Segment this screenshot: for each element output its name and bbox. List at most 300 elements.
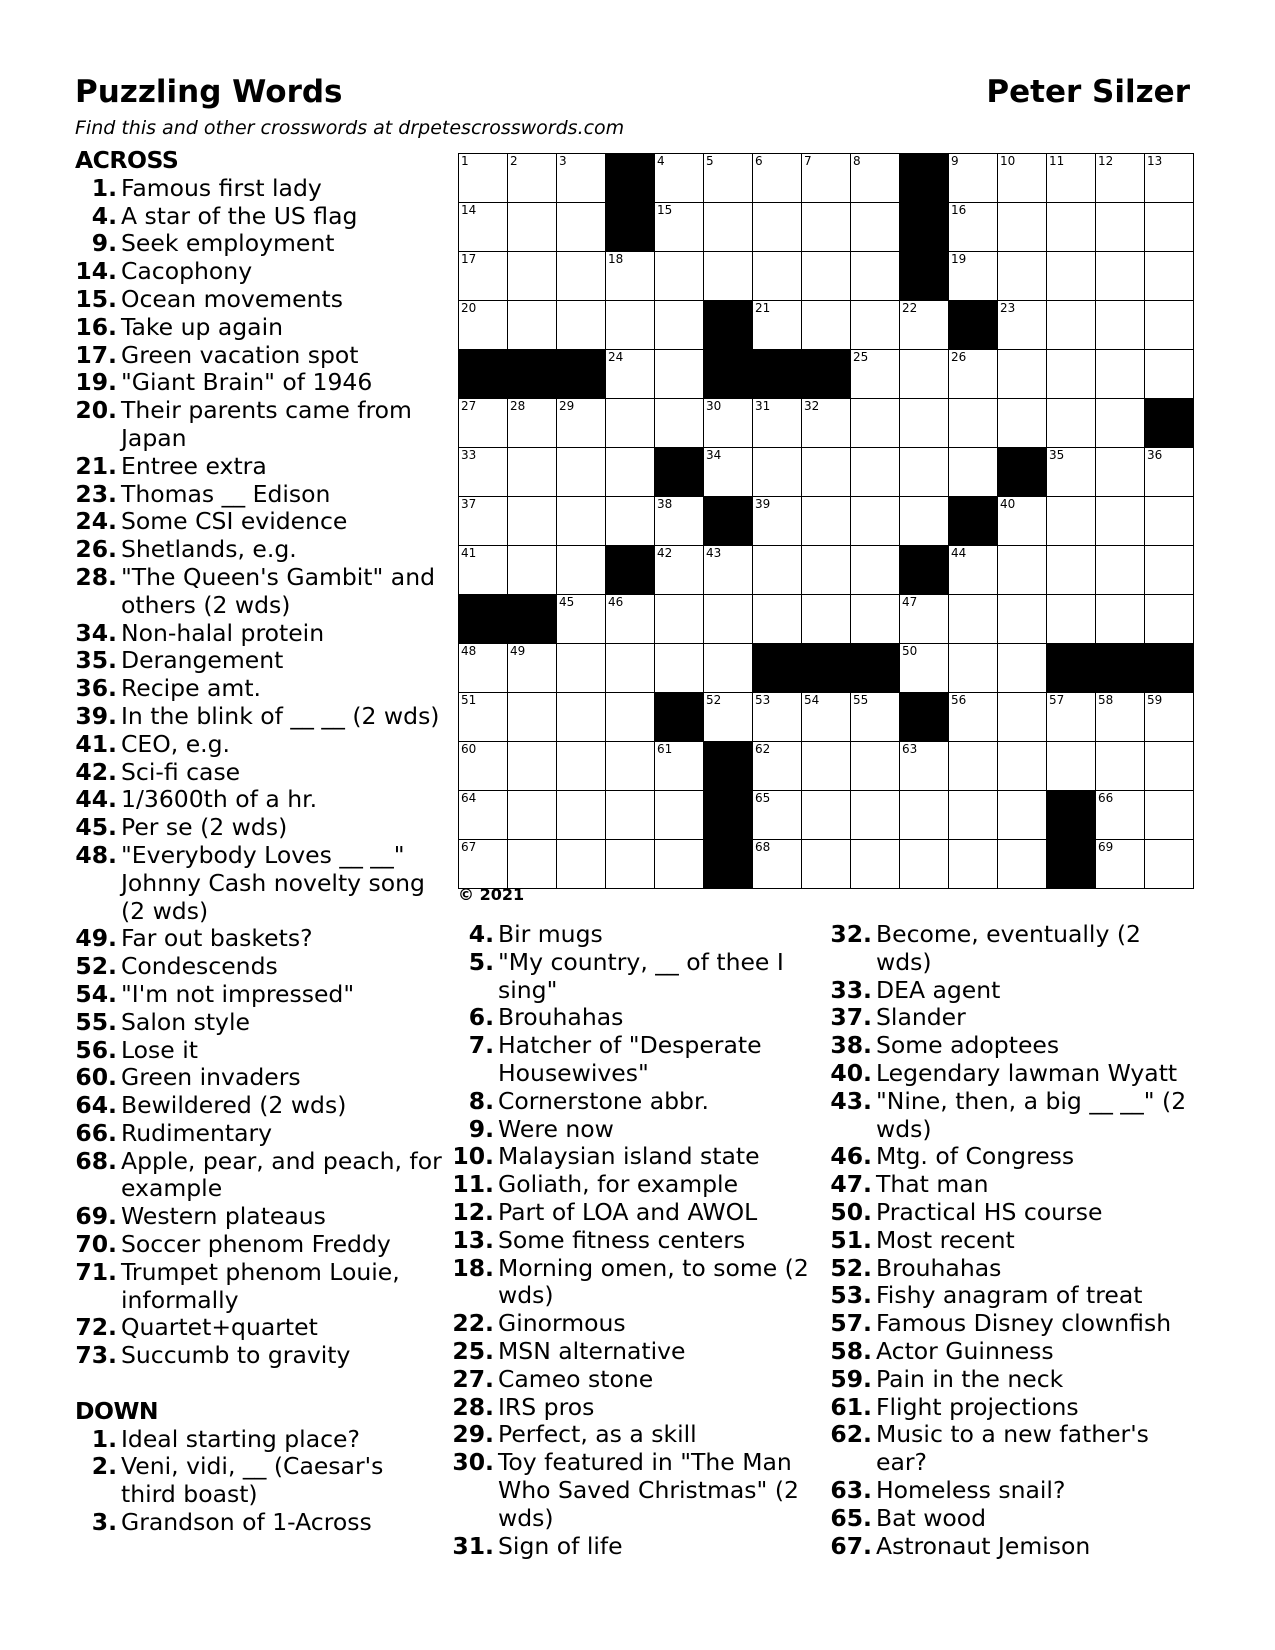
grid-cell: [557, 203, 606, 252]
black-square: [900, 546, 949, 595]
grid-cell: [508, 546, 557, 595]
grid-cell: [949, 350, 998, 399]
grid-cell: [753, 497, 802, 546]
clue-text: Veni, vidi, __ (Caesar's third boast): [121, 1452, 384, 1509]
clue: [75, 1453, 445, 1509]
grid-cell: [557, 595, 606, 644]
clue-number: 53.: [830, 1281, 872, 1310]
clue-number: 56.: [75, 1035, 117, 1064]
grid-cell: [1096, 693, 1145, 742]
grid-cell: [1145, 693, 1194, 742]
clue: [830, 1310, 1198, 1338]
clue-text: Music to a new father's ear?: [876, 1420, 1149, 1477]
clue: [75, 564, 445, 620]
clue-number: 28.: [75, 562, 117, 591]
clue: [75, 1314, 445, 1342]
cell-number: 31: [755, 399, 771, 413]
cell-number: 22: [902, 301, 918, 315]
clue: [75, 1092, 445, 1120]
clue: [452, 949, 820, 1005]
cell-number: 44: [951, 546, 967, 560]
clue-text: Condescends: [121, 952, 278, 981]
clue: [830, 977, 1198, 1005]
grid-cell: [557, 497, 606, 546]
black-square: [508, 595, 557, 644]
grid-cell: [998, 840, 1047, 889]
clue-text: Salon style: [121, 1007, 250, 1036]
clue-number: 19.: [75, 368, 117, 397]
grid-cell: [1047, 154, 1096, 203]
grid-cell: [704, 595, 753, 644]
clue: [75, 369, 445, 397]
clue-number: 16.: [75, 312, 117, 341]
clue-number: 57.: [830, 1309, 872, 1338]
grid-cell: [802, 154, 851, 203]
grid-cell: [753, 154, 802, 203]
cell-number: 24: [608, 350, 624, 364]
grid-cell: [753, 693, 802, 742]
grid-cell: [802, 301, 851, 350]
clue: [75, 230, 445, 258]
clue-text: Brouhahas: [876, 1253, 1002, 1282]
black-square: [753, 350, 802, 399]
grid-cell: [998, 154, 1047, 203]
clue: [452, 1338, 820, 1366]
black-square: [557, 350, 606, 399]
clue-text: Bewildered (2 wds): [121, 1091, 347, 1120]
grid-cell: [949, 742, 998, 791]
grid-cell: [949, 448, 998, 497]
grid-cell: [998, 546, 1047, 595]
clue: [75, 842, 445, 925]
black-square: [900, 693, 949, 742]
grid-cell: [557, 399, 606, 448]
cell-number: 6: [755, 154, 763, 168]
grid-cell: [459, 644, 508, 693]
clue-text: "Giant Brain" of 1946: [121, 368, 373, 397]
cell-number: 37: [461, 497, 477, 511]
clue-text: Ginormous: [498, 1309, 626, 1338]
cell-number: 12: [1098, 154, 1114, 168]
clue: [75, 1259, 445, 1315]
grid-cell: [606, 693, 655, 742]
clue-number: 50.: [830, 1197, 872, 1226]
grid-cell: [851, 399, 900, 448]
clue-number: 37.: [830, 1003, 872, 1032]
clue-text: Perfect, as a skill: [498, 1420, 697, 1449]
black-square: [851, 644, 900, 693]
grid-cell: [851, 154, 900, 203]
grid-cell: [606, 644, 655, 693]
grid-cell: [606, 791, 655, 840]
grid-cell: [655, 595, 704, 644]
cell-number: 19: [951, 252, 967, 266]
grid-cell: [1145, 840, 1194, 889]
grid-cell: [508, 154, 557, 203]
clue-number: 42.: [75, 757, 117, 786]
black-square: [1145, 644, 1194, 693]
cell-number: 64: [461, 791, 477, 805]
clue-text: DEA agent: [876, 975, 1001, 1004]
black-square: [900, 203, 949, 252]
black-square: [1047, 840, 1096, 889]
clue-number: 29.: [452, 1420, 494, 1449]
grid-cell: [998, 693, 1047, 742]
clue-number: 3.: [91, 1508, 117, 1537]
grid-cell: [949, 840, 998, 889]
clue: [75, 258, 445, 286]
grid-cell: [459, 252, 508, 301]
grid-cell: [508, 497, 557, 546]
clue-number: 45.: [75, 813, 117, 842]
grid-cell: [704, 546, 753, 595]
grid-cell: [851, 840, 900, 889]
grid-cell: [1047, 399, 1096, 448]
cell-number: 8: [853, 154, 861, 168]
grid-cell: [606, 742, 655, 791]
clue: [830, 1143, 1198, 1171]
grid-cell: [949, 791, 998, 840]
grid-cell: [606, 399, 655, 448]
clue: [452, 1199, 820, 1227]
clue-text: Apple, pear, and peach, for example: [121, 1146, 442, 1203]
clue-text: Fishy anagram of treat: [876, 1281, 1143, 1310]
clue: [75, 759, 445, 787]
grid-cell: [949, 399, 998, 448]
clue: [75, 703, 445, 731]
black-square: [802, 644, 851, 693]
black-square: [802, 350, 851, 399]
cell-number: 33: [461, 448, 477, 462]
clue-number: 46.: [830, 1142, 872, 1171]
cell-number: 16: [951, 203, 967, 217]
grid-cell: [1047, 203, 1096, 252]
grid-cell: [998, 742, 1047, 791]
clue-text: Famous Disney clownfish: [876, 1309, 1172, 1338]
clue-text: Sci-fi case: [121, 757, 241, 786]
clue-number: 64.: [75, 1091, 117, 1120]
black-square: [753, 644, 802, 693]
grid-cell: [459, 497, 508, 546]
grid-cell: [1096, 546, 1145, 595]
clue-text: Seek employment: [121, 229, 335, 258]
grid-cell: [508, 399, 557, 448]
clue-number: 4.: [468, 920, 494, 948]
clue-text: Brouhahas: [498, 1003, 624, 1032]
grid-cell: [900, 350, 949, 399]
black-square: [704, 742, 753, 791]
grid-cell: [1047, 252, 1096, 301]
clue-number: 27.: [452, 1364, 494, 1393]
grid-cell: [1047, 448, 1096, 497]
cell-number: 53: [755, 693, 771, 707]
clue-text: Cacophony: [121, 257, 253, 286]
clue: [75, 953, 445, 981]
cell-number: 65: [755, 791, 771, 805]
grid-cell: [655, 742, 704, 791]
grid-cell: [655, 350, 704, 399]
grid-cell: [557, 742, 606, 791]
clue: [75, 647, 445, 675]
clue: [830, 1171, 1198, 1199]
clue: [452, 1255, 820, 1311]
black-square: [606, 154, 655, 203]
grid-cell: [459, 742, 508, 791]
clue-number: 1.: [91, 173, 117, 202]
grid-cell: [655, 840, 704, 889]
clue: [75, 1342, 445, 1370]
clue-text: Some adoptees: [876, 1031, 1060, 1060]
black-square: [655, 693, 704, 742]
grid-cell: [753, 546, 802, 595]
grid-cell: [753, 448, 802, 497]
cell-number: 52: [706, 693, 722, 707]
clue: [452, 1227, 820, 1255]
clue: [452, 1088, 820, 1116]
grid-cell: [557, 546, 606, 595]
clue: [830, 1199, 1198, 1227]
clue-number: 72.: [75, 1313, 117, 1342]
grid-cell: [900, 791, 949, 840]
clue: [452, 921, 820, 949]
clue-text: Non-halal protein: [121, 618, 325, 647]
clue: [830, 1338, 1198, 1366]
clue: [75, 536, 445, 564]
clue-number: 15.: [75, 284, 117, 313]
clue-text: Toy featured in "The Man Who Saved Christmas" (2 wds): [498, 1448, 799, 1532]
clue: [75, 1148, 445, 1204]
clue-number: 33.: [830, 975, 872, 1004]
grid-cell: [557, 644, 606, 693]
clue: [75, 342, 445, 370]
grid-cell: [606, 497, 655, 546]
clue-text: Quartet+quartet: [121, 1313, 318, 1342]
across-clue-list: [75, 175, 445, 1370]
down-clue-list-middle: [452, 921, 820, 1560]
grid-cell: [998, 497, 1047, 546]
clue-number: 32.: [830, 920, 872, 948]
grid-cell: [900, 840, 949, 889]
grid-cell: [655, 399, 704, 448]
clue-number: 44.: [75, 785, 117, 814]
grid-cell: [606, 350, 655, 399]
clue-number: 26.: [75, 535, 117, 564]
grid-cell: [508, 791, 557, 840]
clue-number: 48.: [75, 840, 117, 869]
clue: [75, 814, 445, 842]
clue-number: 54.: [75, 979, 117, 1008]
clue-text: Malaysian island state: [498, 1142, 760, 1171]
clue: [830, 1004, 1198, 1032]
cell-number: 49: [510, 644, 526, 658]
grid-cell: [655, 546, 704, 595]
cell-number: 30: [706, 399, 722, 413]
cell-number: 23: [1000, 301, 1016, 315]
grid-cell: [1145, 154, 1194, 203]
cell-number: 21: [755, 301, 771, 315]
cell-number: 3: [559, 154, 567, 168]
grid-cell: [998, 252, 1047, 301]
clue-number: 5.: [468, 947, 494, 976]
clue: [75, 1120, 445, 1148]
clue-text: Actor Guinness: [876, 1336, 1054, 1365]
clue-number: 62.: [830, 1420, 872, 1449]
grid-cell: [1145, 448, 1194, 497]
clue-text: Famous first lady: [121, 173, 322, 202]
clue: [75, 1426, 445, 1454]
grid-cell: [1096, 595, 1145, 644]
grid-cell: [802, 595, 851, 644]
clue-text: Ocean movements: [121, 284, 343, 313]
clue-number: 22.: [452, 1309, 494, 1338]
grid-cell: [1096, 301, 1145, 350]
grid-cell: [655, 791, 704, 840]
clue-text: Far out baskets?: [121, 924, 313, 953]
clue-text: Thomas __ Edison: [121, 479, 331, 508]
grid-cell: [557, 301, 606, 350]
clues-column-left: [75, 147, 445, 1537]
clue: [452, 1533, 820, 1561]
grid-cell: [704, 644, 753, 693]
grid-cell: [802, 448, 851, 497]
cell-number: 2: [510, 154, 518, 168]
cell-number: 62: [755, 742, 771, 756]
clue-text: Some fitness centers: [498, 1225, 746, 1254]
grid-cell: [606, 252, 655, 301]
grid-cell: [557, 252, 606, 301]
across-heading: ACROSS: [75, 146, 179, 174]
clue: [830, 1282, 1198, 1310]
clue-text: Part of LOA and AWOL: [498, 1197, 758, 1226]
clue-number: 2.: [91, 1452, 117, 1481]
cell-number: 7: [804, 154, 812, 168]
clue-text: Homeless snail?: [876, 1475, 1066, 1504]
clue-text: Green invaders: [121, 1063, 301, 1092]
black-square: [704, 350, 753, 399]
black-square: [1096, 644, 1145, 693]
clue-number: 17.: [75, 340, 117, 369]
grid-cell: [459, 791, 508, 840]
clue-number: 11.: [452, 1170, 494, 1199]
cell-number: 29: [559, 399, 575, 413]
cell-number: 43: [706, 546, 722, 560]
clue-text: "Everybody Loves __ __" Johnny Cash novelty song (2 wds): [121, 840, 425, 925]
clue-text: A star of the US flag: [121, 201, 358, 230]
clue-text: Practical HS course: [876, 1197, 1103, 1226]
clue-text: Shetlands, e.g.: [121, 535, 297, 564]
cell-number: 17: [461, 252, 477, 266]
clue-text: Most recent: [876, 1225, 1015, 1254]
clue-number: 49.: [75, 924, 117, 953]
grid-cell: [753, 301, 802, 350]
grid-cell: [851, 203, 900, 252]
clue-text: Goliath, for example: [498, 1170, 739, 1199]
clue: [75, 481, 445, 509]
clue-number: 43.: [830, 1086, 872, 1115]
grid-cell: [606, 448, 655, 497]
down-clue-list-left: [75, 1426, 445, 1537]
grid-cell: [459, 840, 508, 889]
clue: [452, 1143, 820, 1171]
cell-number: 59: [1147, 693, 1163, 707]
cell-number: 69: [1098, 840, 1114, 854]
clue: [830, 1394, 1198, 1422]
grid-cell: [1096, 448, 1145, 497]
cell-number: 50: [902, 644, 918, 658]
grid-cell: [557, 840, 606, 889]
clue-number: 13.: [452, 1225, 494, 1254]
cell-number: 40: [1000, 497, 1016, 511]
grid-cell: [753, 595, 802, 644]
grid-cell: [655, 203, 704, 252]
grid-cell: [1047, 497, 1096, 546]
cell-number: 67: [461, 840, 477, 854]
grid-cell: [1047, 595, 1096, 644]
grid-cell: [851, 350, 900, 399]
clue-number: 8.: [468, 1086, 494, 1115]
black-square: [459, 350, 508, 399]
clue: [452, 1366, 820, 1394]
clue-text: "The Queen's Gambit" and others (2 wds): [121, 562, 436, 619]
clue-number: 9.: [468, 1114, 494, 1143]
black-square: [655, 448, 704, 497]
cell-number: 56: [951, 693, 967, 707]
cell-number: 27: [461, 399, 477, 413]
grid-cell: [1047, 693, 1096, 742]
clue-number: 18.: [452, 1253, 494, 1282]
grid-cell: [802, 497, 851, 546]
clue-number: 40.: [830, 1058, 872, 1087]
clue-number: 12.: [452, 1197, 494, 1226]
black-square: [1047, 644, 1096, 693]
grid-cell: [606, 301, 655, 350]
clue: [75, 981, 445, 1009]
black-square: [704, 497, 753, 546]
cell-number: 18: [608, 252, 624, 266]
grid-cell: [704, 448, 753, 497]
clue: [75, 675, 445, 703]
grid-cell: [900, 399, 949, 448]
grid-cell: [1145, 301, 1194, 350]
clue: [75, 203, 445, 231]
grid-cell: [1047, 546, 1096, 595]
clue-text: Some CSI evidence: [121, 507, 348, 536]
grid-cell: [1096, 791, 1145, 840]
cell-number: 63: [902, 742, 918, 756]
clue: [830, 1255, 1198, 1283]
clue-text: Take up again: [121, 312, 283, 341]
clue: [830, 1505, 1198, 1533]
cell-number: 28: [510, 399, 526, 413]
cell-number: 55: [853, 693, 869, 707]
cell-number: 1: [461, 154, 469, 168]
grid-cell: [459, 546, 508, 595]
grid-cell: [949, 644, 998, 693]
clue-number: 52.: [75, 952, 117, 981]
cell-number: 58: [1098, 693, 1114, 707]
cell-number: 42: [657, 546, 673, 560]
clue-number: 71.: [75, 1257, 117, 1286]
clue-number: 70.: [75, 1230, 117, 1259]
grid-cell: [459, 448, 508, 497]
clue-text: Ideal starting place?: [121, 1424, 360, 1453]
grid-cell: [851, 595, 900, 644]
grid-cell: [900, 742, 949, 791]
puzzle-title: Puzzling Words: [75, 74, 343, 110]
grid-cell: [802, 791, 851, 840]
clue-number: 55.: [75, 1007, 117, 1036]
clue-number: 14.: [75, 257, 117, 286]
